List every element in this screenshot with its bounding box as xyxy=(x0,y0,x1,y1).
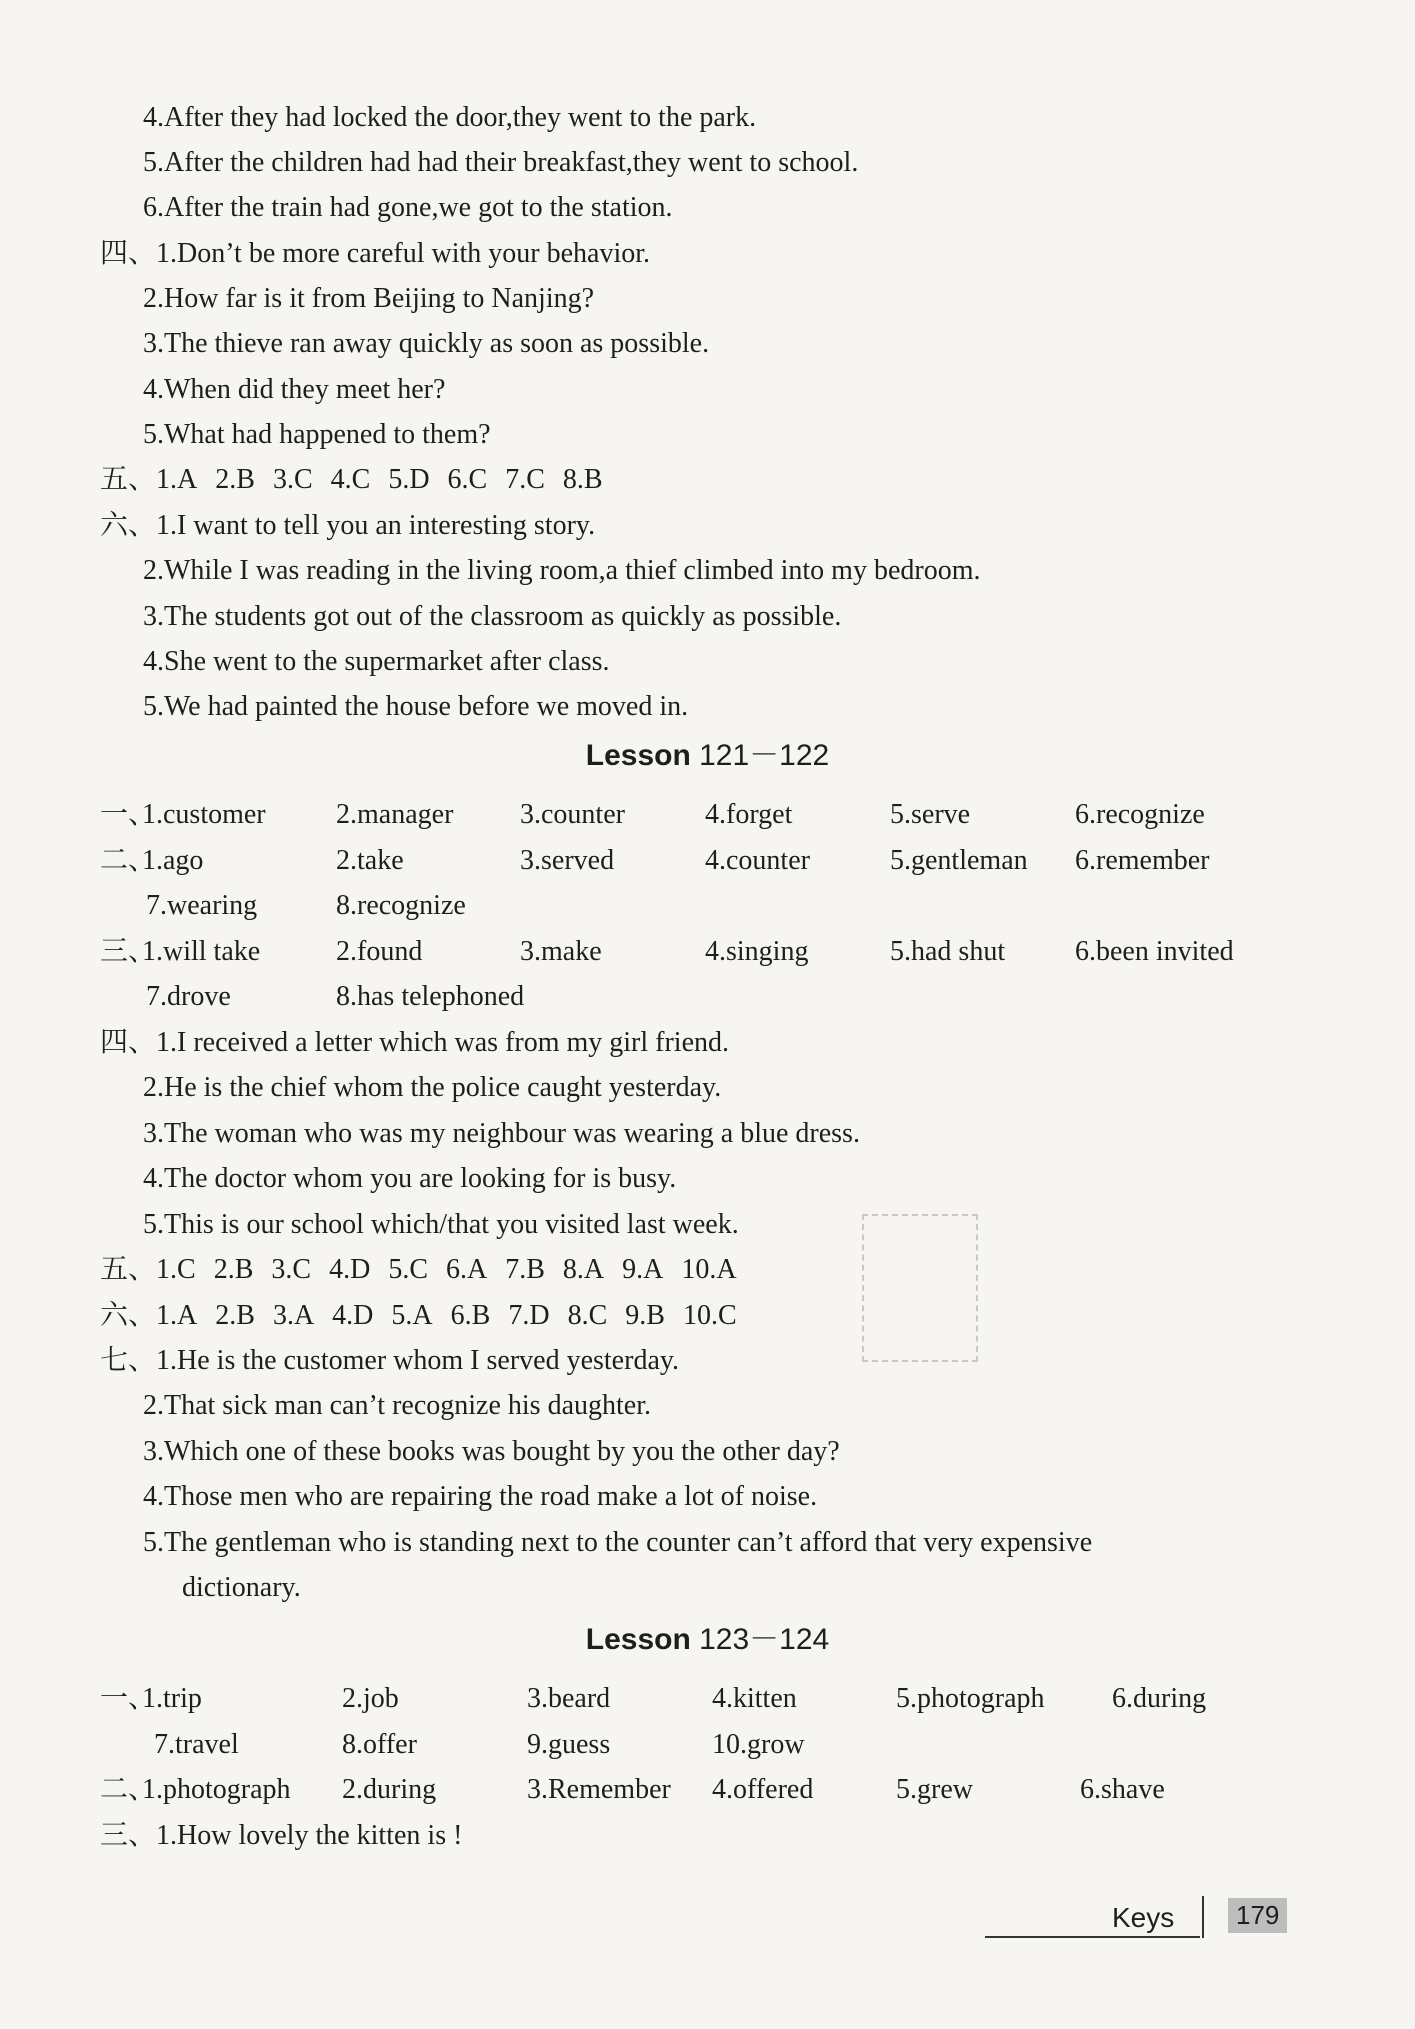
section-marker: 五、 xyxy=(100,1254,157,1285)
vocab-answer: 5.serve xyxy=(890,799,971,830)
verb-answer: 4.singing xyxy=(705,936,809,967)
answer-line: 3.The woman who was my neighbour was wearing a blue dress. xyxy=(143,1118,860,1149)
footer-divider xyxy=(1202,1896,1204,1938)
section-four xyxy=(100,236,650,272)
section-marker: 二、 xyxy=(100,845,157,876)
section-three xyxy=(100,934,1315,970)
answer-line: 2.That sick man can’t recognize his daughter. xyxy=(143,1390,651,1421)
vocab-answer: 3.Remember xyxy=(527,1774,671,1805)
choice-answer: 6.C xyxy=(447,464,488,495)
lesson-title-word: Lesson xyxy=(585,739,691,772)
lesson-heading xyxy=(0,1620,1415,1660)
section-five xyxy=(100,1252,755,1288)
choice-answer: 8.C xyxy=(567,1300,608,1331)
answer-line: 4.When did they meet her? xyxy=(143,374,446,405)
vocab-answer: 8.recognize xyxy=(336,890,466,921)
choice-answer: 2.B xyxy=(213,1254,254,1285)
vocab-answer: 5.photograph xyxy=(896,1683,1045,1714)
answer-line: 4.The doctor whom you are looking for is busy. xyxy=(143,1163,677,1194)
verb-answer: 8.has telephoned xyxy=(336,981,525,1012)
choice-answer: 10.A xyxy=(681,1254,737,1285)
answer-line: 1.I want to tell you an interesting story. xyxy=(156,510,596,541)
section-one-cont xyxy=(100,1727,1300,1763)
lesson-heading xyxy=(0,736,1415,776)
section-seven xyxy=(100,1343,679,1379)
choice-answer: 5.C xyxy=(388,1254,428,1285)
lesson-title-number: 121－122 xyxy=(699,739,830,772)
vocab-answer: 7.travel xyxy=(154,1729,239,1760)
answer-line: 6.After the train had gone,we got to the station. xyxy=(143,192,673,223)
answer-line: 3.The thieve ran away quickly as soon as possible. xyxy=(143,328,710,359)
vocab-answer: 8.offer xyxy=(342,1729,417,1760)
choice-answer: 5.A xyxy=(391,1300,433,1331)
choice-answer: 10.C xyxy=(682,1300,737,1331)
lesson-title-number: 123－124 xyxy=(699,1623,830,1656)
answer-line: 4.After they had locked the door,they went to the park. xyxy=(143,102,757,133)
vocab-answer: 3.beard xyxy=(527,1683,611,1714)
answer-line: 3.The students got out of the classroom as quickly as possible. xyxy=(143,601,842,632)
choice-answer: 6.A xyxy=(446,1254,488,1285)
vocab-answer: 1.photograph xyxy=(142,1774,291,1805)
choice-answer: 5.D xyxy=(388,464,430,495)
answer-line: 1.Don’t be more careful with your behavior. xyxy=(156,238,651,269)
section-six xyxy=(100,508,595,544)
section-three xyxy=(100,1818,462,1854)
verb-answer: 7.drove xyxy=(146,981,231,1012)
choice-answer: 9.A xyxy=(622,1254,664,1285)
page-number: 179 xyxy=(1228,1898,1287,1933)
section-marker: 六、 xyxy=(100,1300,157,1331)
verb-answer: 6.been invited xyxy=(1075,936,1234,967)
answer-line-cont: dictionary. xyxy=(182,1572,301,1603)
answer-line: 2.How far is it from Beijing to Nanjing? xyxy=(143,283,595,314)
answer-line: 5.After the children had had their breakfast,they went to school. xyxy=(143,147,859,178)
vocab-answer: 6.shave xyxy=(1080,1774,1165,1805)
vocab-answer: 2.job xyxy=(342,1683,399,1714)
section-one xyxy=(100,797,1300,833)
verb-answer: 3.make xyxy=(520,936,602,967)
vocab-answer: 1.trip xyxy=(142,1683,202,1714)
choice-answer: 2.B xyxy=(215,464,255,495)
lesson-title-word: Lesson xyxy=(585,1623,691,1656)
vocab-answer: 4.kitten xyxy=(712,1683,797,1714)
vocab-answer: 6.recognize xyxy=(1075,799,1205,830)
verb-answer: 1.will take xyxy=(142,936,261,967)
verb-answer: 2.found xyxy=(336,936,423,967)
section-marker: 七、 xyxy=(100,1345,157,1376)
vocab-answer: 3.served xyxy=(520,845,615,876)
section-six xyxy=(100,1298,755,1334)
answer-line: 2.While I was reading in the living room,a thief climbed into my bedroom. xyxy=(143,555,981,586)
choice-answer: 3.C xyxy=(272,464,313,495)
section-marker: 四、 xyxy=(100,1027,157,1058)
footer-label: Keys xyxy=(1112,1902,1175,1933)
answer-line: 1.I received a letter which was from my girl friend. xyxy=(156,1027,730,1058)
section-marker: 五、 xyxy=(100,464,157,495)
section-marker: 一、 xyxy=(100,1683,157,1714)
choice-answer: 4.C xyxy=(330,464,371,495)
vocab-answer: 6.remember xyxy=(1075,845,1210,876)
choice-answer: 4.D xyxy=(329,1254,371,1285)
choice-answer: 3.A xyxy=(272,1300,315,1331)
answer-line: 5.We had painted the house before we moved in. xyxy=(143,691,689,722)
answer-line: 1.How lovely the kitten is ! xyxy=(156,1820,463,1851)
vocab-answer: 6.during xyxy=(1112,1683,1207,1714)
choice-answer: 3.C xyxy=(271,1254,312,1285)
vocab-answer: 3.counter xyxy=(520,799,625,830)
verb-answer: 5.had shut xyxy=(890,936,1006,967)
vocab-answer: 10.grow xyxy=(712,1729,805,1760)
choice-answer: 1.A xyxy=(156,464,198,495)
section-marker: 四、 xyxy=(100,238,157,269)
section-marker: 二、 xyxy=(100,1774,157,1805)
answer-line: 5.What had happened to them? xyxy=(143,419,491,450)
vocab-answer: 1.customer xyxy=(142,799,266,830)
vocab-answer: 5.gentleman xyxy=(890,845,1028,876)
choice-answer: 9.B xyxy=(625,1300,665,1331)
section-one xyxy=(100,1681,1300,1717)
choice-answer: 7.B xyxy=(505,1254,545,1285)
answer-line: 1.He is the customer whom I served yesterday. xyxy=(156,1345,680,1376)
choice-answer: 7.C xyxy=(505,464,545,495)
choice-answer: 8.B xyxy=(562,464,603,495)
section-two-cont xyxy=(100,888,1300,924)
vocab-answer: 2.manager xyxy=(336,799,454,830)
choice-answer: 1.C xyxy=(156,1254,196,1285)
section-marker: 六、 xyxy=(100,510,157,541)
answer-line: 3.Which one of these books was bought by you the other day? xyxy=(143,1436,840,1467)
vocab-answer: 9.guess xyxy=(527,1729,611,1760)
section-marker: 一、 xyxy=(100,799,157,830)
choice-answer: 4.D xyxy=(332,1300,374,1331)
vocab-answer: 4.counter xyxy=(705,845,810,876)
answer-line: 4.She went to the supermarket after class. xyxy=(143,646,610,677)
vocab-answer: 1.ago xyxy=(142,845,204,876)
vocab-answer: 4.forget xyxy=(705,799,793,830)
vocab-answer: 2.during xyxy=(342,1774,437,1805)
vocab-answer: 2.take xyxy=(336,845,404,876)
section-three-cont xyxy=(100,979,1300,1015)
vocab-answer: 4.offered xyxy=(712,1774,814,1805)
choice-answer: 7.D xyxy=(508,1300,550,1331)
choice-answer: 8.A xyxy=(562,1254,605,1285)
choice-answer: 6.B xyxy=(450,1300,491,1331)
section-five xyxy=(100,462,621,498)
section-two xyxy=(100,843,1300,879)
answer-line: 2.He is the chief whom the police caught yesterday. xyxy=(143,1072,722,1103)
section-four xyxy=(100,1025,729,1061)
answer-line: 5.This is our school which/that you visited last week. xyxy=(143,1209,739,1240)
footer-rule xyxy=(985,1936,1200,1938)
section-two xyxy=(100,1772,1300,1808)
vocab-answer: 7.wearing xyxy=(146,890,258,921)
section-marker: 三、 xyxy=(100,1820,157,1851)
faint-stamp-mark xyxy=(862,1214,978,1362)
vocab-answer: 5.grew xyxy=(896,1774,973,1805)
answer-line: 5.The gentleman who is standing next to the counter can’t afford that very expensive xyxy=(143,1527,1093,1558)
answer-line: 4.Those men who are repairing the road make a lot of noise. xyxy=(143,1481,818,1512)
choice-answer: 2.B xyxy=(215,1300,255,1331)
section-marker: 三、 xyxy=(100,936,157,967)
choice-answer: 1.A xyxy=(156,1300,198,1331)
